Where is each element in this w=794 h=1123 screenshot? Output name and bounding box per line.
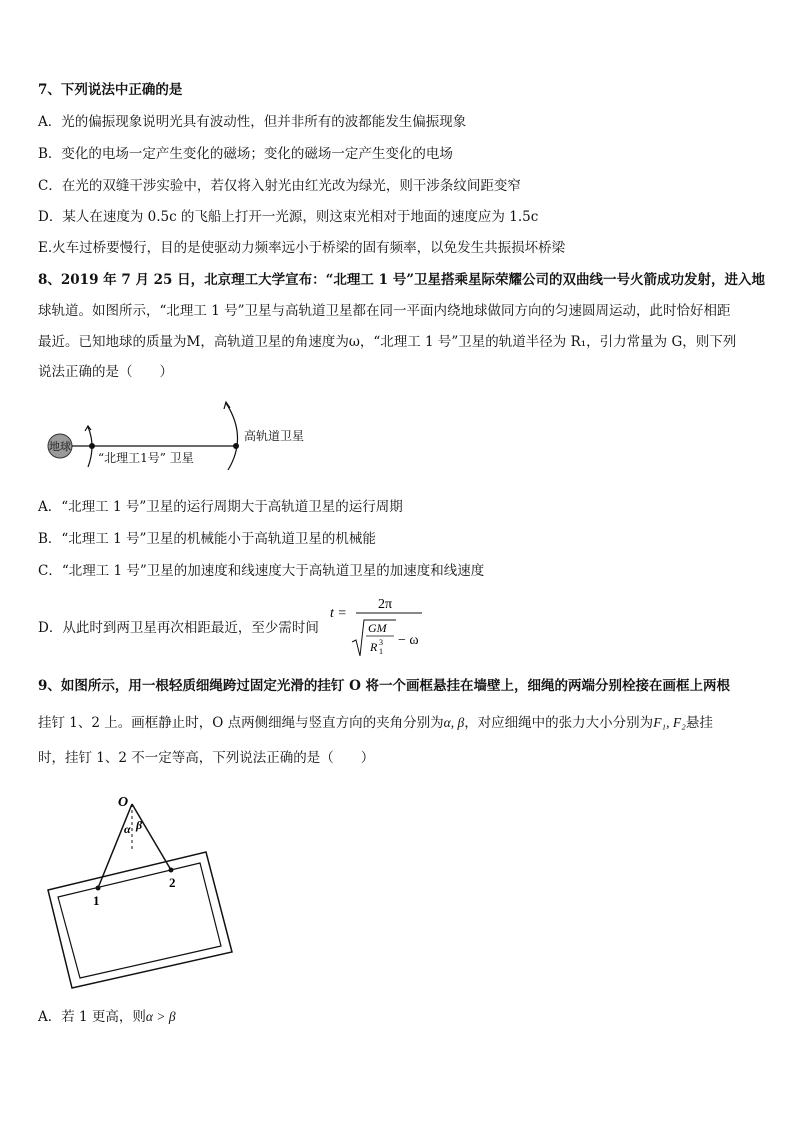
q9-stem-line-2: 挂钉 1、2 上。画框静止时，O 点两侧细绳与竖直方向的夹角分别为α, β，对应细绳中的张力大小分别为F₁, F₂悬挂 [38,715,713,731]
svg-text:2π: 2π [378,597,393,612]
point-o-label: O [118,795,129,810]
q9-stem-line-1: 9、如图所示，用一根轻质细绳跨过固定光滑的挂钉 O 将一个画框悬挂在墙壁上，细绳的两端分别栓接在画框上两根 [38,678,731,694]
q9-option-a: A．若 1 更高，则α > β [38,1009,176,1025]
frame-outer [48,852,232,988]
earth-label: 地球 [49,440,71,453]
q8-option-a: A．“北理工 1 号”卫星的运行周期大于高轨道卫星的运行周期 [38,499,403,515]
nail-1-dot [96,886,101,891]
q7-option-d: D．某人在速度为 0.5c 的飞船上打开一光源，则这束光相对于地面的速度应为 1.5c [38,209,539,225]
svg-text:− ω: − ω [398,633,419,648]
nail-2-dot [169,868,174,873]
q7-option-e: E.火车过桥要慢行，目的是使驱动力频率远小于桥梁的固有频率，以免发生共振损坏桥梁 [38,240,566,256]
q8-option-b: B．“北理工 1 号”卫星的机械能小于高轨道卫星的机械能 [38,531,376,547]
q9-picture-frame-figure [40,790,240,990]
sat2-dot [233,443,239,449]
q8-option-c: C．“北理工 1 号”卫星的加速度和线速度大于高轨道卫星的加速度和线速度 [38,563,485,579]
q7-stem: 7、下列说法中正确的是 [38,82,183,98]
q9-option-a-math: α > β [145,1009,176,1024]
q7-option-c: C．在光的双缝干涉实验中，若仅将入射光由红光改为绿光，则干涉条纹间距变窄 [38,178,521,194]
q7-option-b: B．变化的电场一定产生变化的磁场；变化的磁场一定产生变化的电场 [38,146,453,162]
q8-stem-line-2: 球轨道。如图所示，“北理工 1 号”卫星与高轨道卫星都在同一平面内绕地球做同方向的匀速圆周运动，此时恰好相距 [38,303,731,319]
q8-option-d: D．从此时到两卫星再次相距最近，至少需时间 [38,620,319,636]
outer-orbit-arc [226,403,238,470]
q8-stem-line-3: 最近。已知地球的质量为M，高轨道卫星的角速度为ω，“北理工 1 号”卫星的轨道半径为 R₁，引力常量为 G，则下列 [38,334,737,350]
nail-1-label: 1 [93,893,100,908]
q8-stem-line-4: 说法正确的是（ ） [38,364,173,380]
string-left [98,804,132,888]
sat1-dot [89,443,95,449]
nail-2-label: 2 [169,875,176,890]
svg-text:1: 1 [379,647,383,656]
q8-stem-line-1: 8、2019 年 7 月 25 日，北京理工大学宣布：“北理工 1 号”卫星搭乘星际荣耀公司的双曲线一号火箭成功发射，进入地 [38,272,765,288]
alpha-label: α [124,822,131,836]
string-right [132,804,171,870]
sat1-label: “北理工1号” 卫星 [98,451,194,465]
svg-text:GM: GM [368,621,387,635]
beta-label: β [136,818,143,832]
q7-option-a: A．光的偏振现象说明光具有波动性，但并非所有的波都能发生偏振现象 [38,114,467,130]
q9-forces: F₁, F₂ [653,715,686,730]
svg-text:t =: t = [330,606,347,621]
q9-stem-line-3: 时，挂钉 1、2 不一定等高，下列说法正确的是（ ） [38,750,375,766]
svg-text:R: R [370,640,378,654]
q8-formula [328,592,428,662]
q9-angles: α, β [443,715,465,730]
frame-inner [58,863,221,978]
svg-text:3: 3 [379,638,383,647]
sat2-label: 高轨道卫星 [244,429,305,443]
q8-orbit-figure [38,395,338,470]
